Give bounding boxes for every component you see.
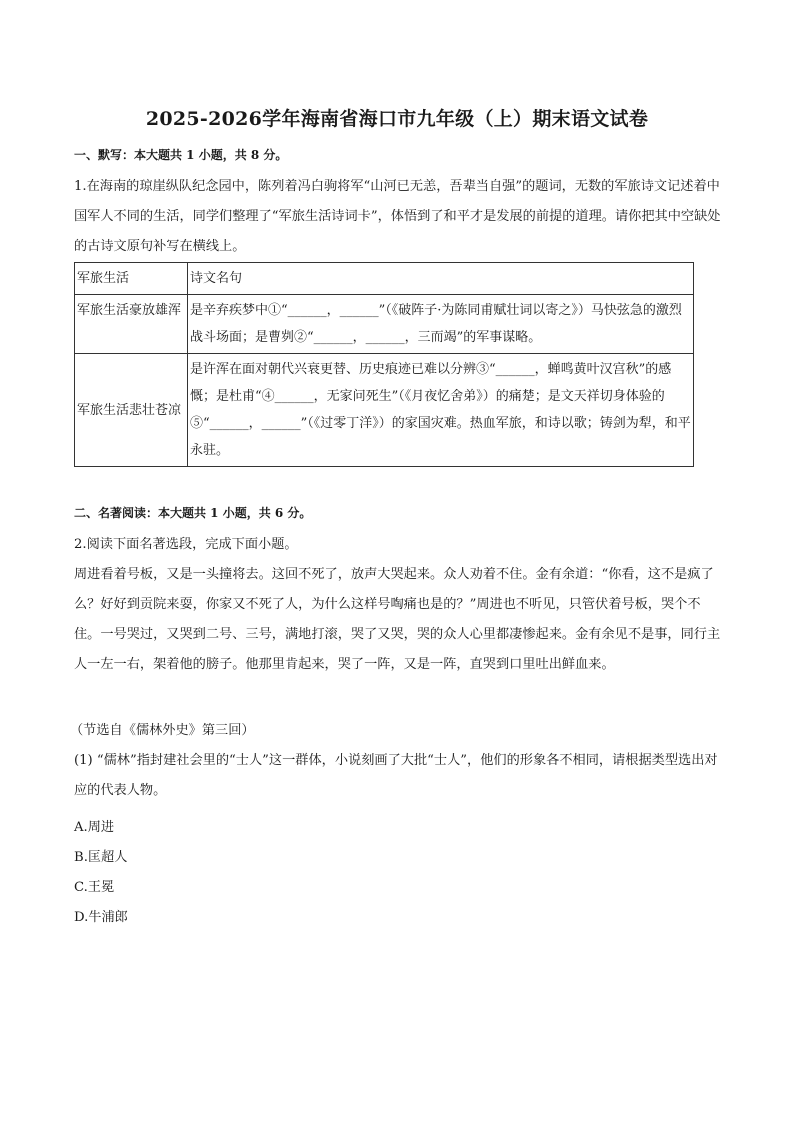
- option-b: B.匡超人: [74, 850, 128, 865]
- table-header-cell: 诗文名句: [188, 263, 694, 295]
- table-row: [75, 354, 694, 467]
- option-c: C.王冕: [74, 880, 115, 895]
- poetry-card-table: [74, 262, 694, 467]
- option-a: A.周进: [74, 820, 115, 835]
- table-header-cell: 军旅生活: [75, 263, 188, 295]
- table-row-content: 是辛弃疾梦中①“______，______”（《破阵子·为陈同甫赋壮词以寄之》）马快弦急的激烈战斗场面；是曹刿②“______，______，三而竭”的军事谋略。: [188, 295, 694, 354]
- table-row-label: 军旅生活豪放雄浑: [75, 295, 188, 354]
- table-header-row: [75, 263, 694, 295]
- page-title: 2025-2026学年海南省海口市九年级（上）期末语文试卷: [145, 108, 649, 130]
- sub-question-1: (1) “儒林”指封建社会里的“士人”这一群体，小说刻画了大批“士人”，他们的形象各不相同，请根据类型选出对应的代表人物。: [74, 753, 718, 798]
- passage-source: （节选自《儒林外史》第三回）: [70, 723, 255, 738]
- section-2-heading: 二、名著阅读：本大题共 1 小题，共 6 分。: [74, 506, 312, 520]
- table-row: [75, 295, 694, 354]
- question-2-text: 2.阅读下面名著选段，完成下面小题。: [74, 537, 298, 552]
- reading-passage: 周进看着号板，又是一头撞将去。这回不死了，放声大哭起来。众人劝着不住。金有余道：“你看，这不是疯了么？好好到贡院来耍，你家又不死了人，为什么这样号啕痛也是的？”周进也不听见，只管伏着号板，哭个不住。一号哭过，又哭到二号、三号，满地打滚，哭了又哭，哭的众人心里都凄惨起来。金有余见不是事，同行主人一左一右，架着他的膀子。他那里肯起来，哭了一阵，又是一阵，直哭到口里吐出鲜血来。: [74, 567, 721, 672]
- option-d: D.牛浦郎: [74, 910, 128, 925]
- table-row-label: 军旅生活悲壮苍凉: [75, 354, 188, 467]
- section-1-heading: 一、默写：本大题共 1 小题，共 8 分。: [74, 148, 288, 162]
- question-1-text: 1.在海南的琼崖纵队纪念园中，陈列着冯白驹将军“山河已无恙，吾辈当自强”的题词，无数的军旅诗文记述着中国军人不同的生活，同学们整理了“军旅生活诗词卡”，体悟到了和平才是发展的前提的道理。请你把其中空缺处的古诗文原句补写在横线上。: [74, 179, 721, 254]
- table-row-content: 是许浑在面对朝代兴衰更替、历史痕迹已难以分辨③“______，蝉鸣黄叶汉宫秋”的感慨；是杜甫“④______，无家问死生”（《月夜忆舍弟》）的痛楚；是文天祥切身体验的⑤“______，______”（《过零丁洋》）的家国灾难。热血军旅，和诗以歌；铸剑为犁，和平永驻。: [188, 354, 694, 467]
